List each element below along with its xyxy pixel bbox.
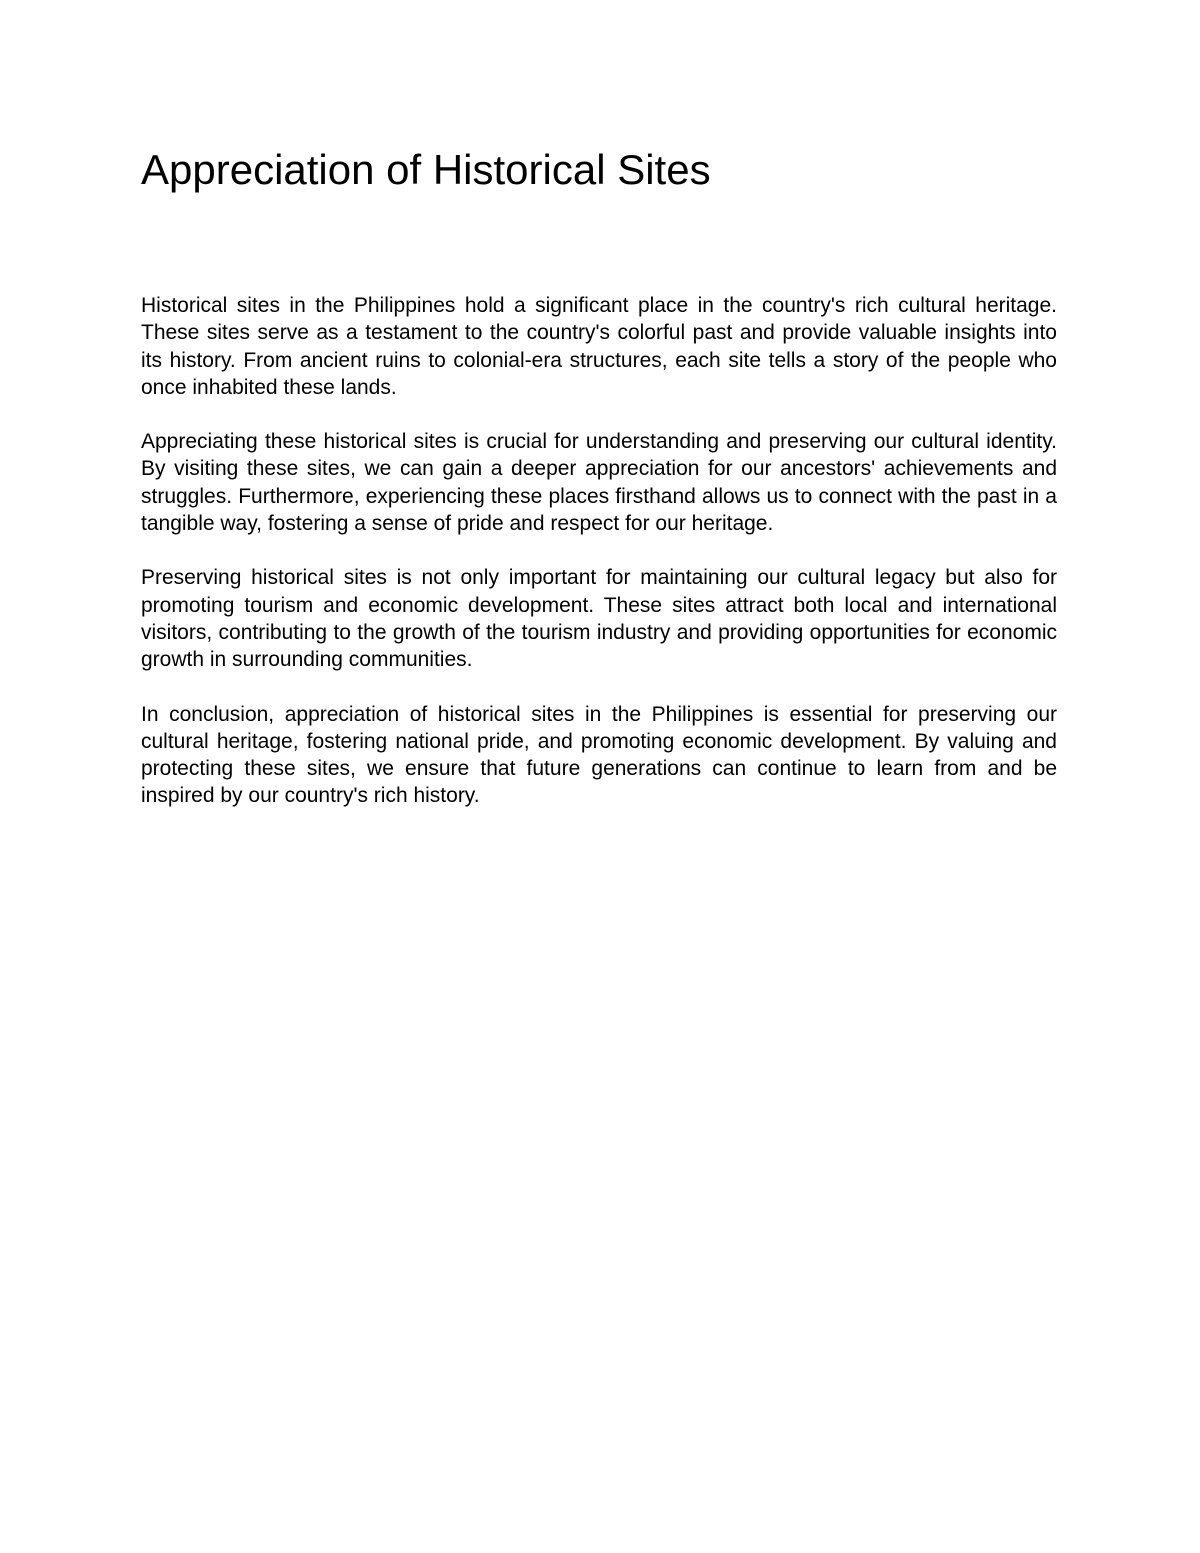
paragraph-preservation: Preserving historical sites is not only important for maintaining our cultural legacy but also for promoting tourism and economic development. These sites attract both local and international visitors, contributing to the growth of the tourism industry and providing opportunities for economic growth in surrounding communities. <box>141 566 1057 672</box>
paragraph-conclusion: In conclusion, appreciation of historical sites in the Philippines is essential for preserving our cultural heritage, fostering national pride, and promoting economic development. By valuing and protecting these sites, we ensure that future generations can continue to learn from and be inspired by our country's rich history. <box>141 702 1057 808</box>
paragraph-appreciation: Appreciating these historical sites is crucial for understanding and preserving our cultural identity. By visiting these sites, we can gain a deeper appreciation for our ancestors' achievements and struggles. Furthermore, experiencing these places firsthand allows us to connect with the past in a tangible way, fostering a sense of pride and respect for our heritage. <box>141 430 1057 536</box>
paragraph-introduction: Historical sites in the Philippines hold a significant place in the country's rich cultural heritage. These sites serve as a testament to the country's colorful past and provide valuable insights into its history. From ancient ruins to colonial-era structures, each site tells a story of the people who once inhabited these lands. <box>141 294 1057 399</box>
document-title: Appreciation of Historical Sites <box>141 146 711 193</box>
document-body <box>141 140 1057 810</box>
